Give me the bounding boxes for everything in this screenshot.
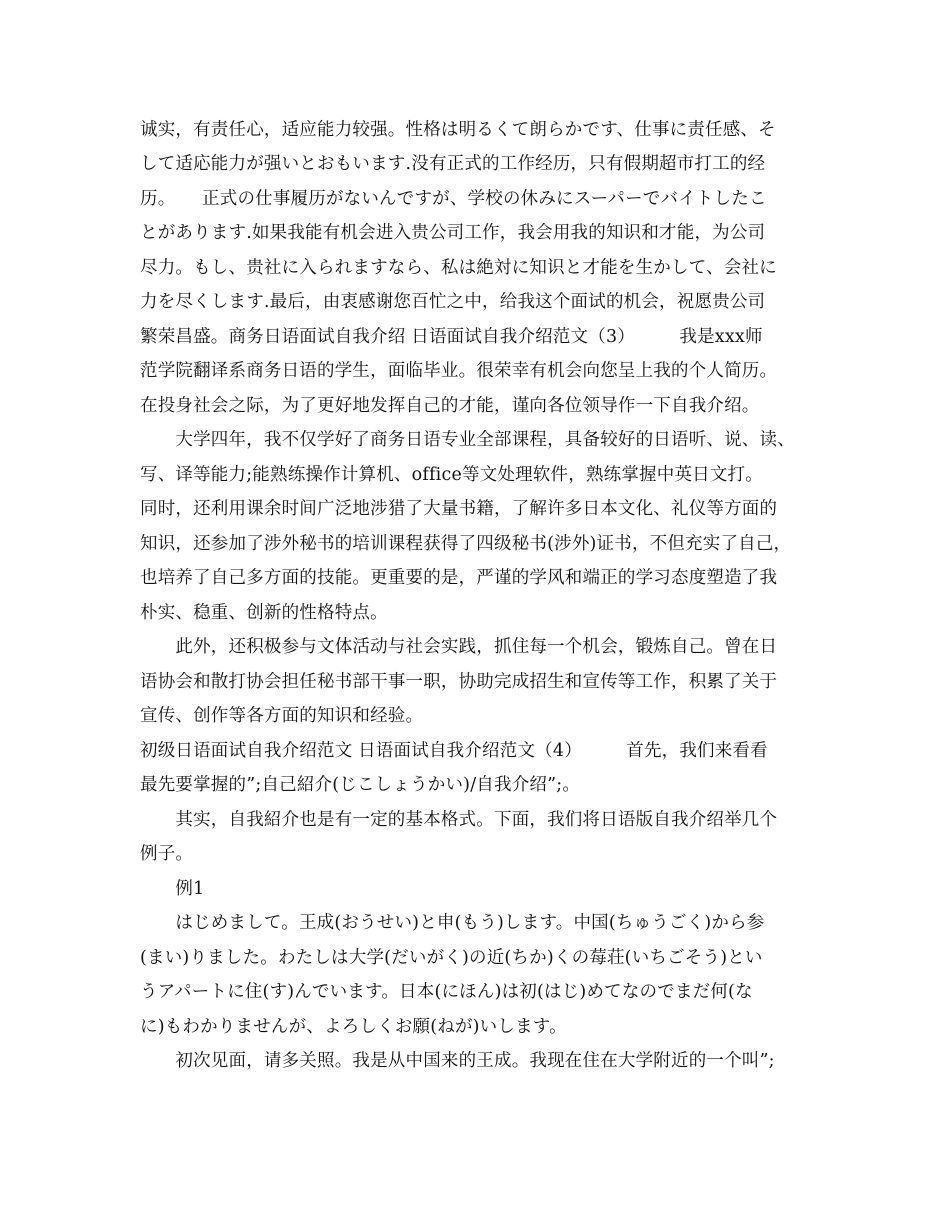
- text-line: 其实，自我紹介也是有一定的基本格式。下面，我们将日语版自我介绍举几个: [140, 810, 778, 830]
- text-line: 例1: [140, 879, 205, 899]
- text-line: とがあります.如果我能有机会进入贵公司工作，我会用我的知识和才能，为公司: [140, 223, 766, 243]
- text-line: 朴实、稳重、创新的性格特点。: [140, 603, 388, 623]
- text-line: (まい)りました。わたしは大学(だいがく)の近(ちか)くの莓荘(いちごそう)とい: [140, 948, 763, 968]
- text-line: はじめまして。王成(おうせい)と申(もう)します。中国(ちゅうごく)から参: [140, 913, 765, 933]
- text-line: して适応能力が强いとおもいます.没有正式的工作经历，只有假期超市打工的经: [140, 154, 766, 174]
- text-line: 大学四年，我不仅学好了商务日语专业全部课程，具备较好的日语听、说、读、: [140, 430, 795, 450]
- text-line: 历。 正式の仕事履历がないんですが、学校の休みにスーパーでバイトしたこ: [140, 189, 767, 209]
- text-line: 宣传、创作等各方面的知识和经验。: [140, 706, 424, 726]
- text-line: 力を尽くします.最后，由衷感谢您百忙之中，给我这个面试的机会，祝愿贵公司: [140, 292, 766, 312]
- text-line: うアパートに住(す)んでいます。日本(にほん)は初(はじ)めてなのでまだ何(な: [140, 982, 753, 1002]
- text-line: 范学院翻译系商务日语的学生，面临毕业。很荣幸有机会向您呈上我的个人简历。: [140, 361, 778, 381]
- text-line: 也培养了自己多方面的技能。更重要的是，严谨的学风和端正的学习态度塑造了我: [140, 568, 778, 588]
- text-line: 在投身社会之际，为了更好地发挥自己的才能，谨向各位领导作一下自我介绍。: [140, 396, 760, 416]
- text-line: に)もわかりませんが、よろしくお願(ねが)いします。: [140, 1017, 567, 1037]
- text-line: 知识，还参加了涉外秘书的培训课程获得了四级秘书(涉外)证书，不但充实了自己，: [140, 534, 792, 554]
- text-line: 此外，还积极参与文体活动与社会实践，抓住每一个机会，锻炼自己。曾在日: [140, 637, 778, 657]
- text-line: 繁荣昌盛。商务日语面试自我介绍 日语面试自我介绍范文（3） 我是xxx师: [140, 327, 763, 347]
- text-line: 写、译等能力;能熟练操作计算机、office等文处理软件，熟练掌握中英日文打。: [140, 465, 763, 485]
- text-line: 例子。: [140, 844, 194, 864]
- text-line: 初次见面，请多关照。我是从中国来的王成。我现在住在大学附近的一个叫”;: [140, 1051, 775, 1071]
- text-line: 最先要掌握的”;自己紹介(じこしょうかい)/自我介绍”;。: [140, 775, 581, 795]
- text-line: 初级日语面试自我介绍范文 日语面试自我介绍范文（4） 首先，我们来看看: [140, 741, 768, 761]
- text-line: 诚实，有责任心，适应能力较强。性格は明るくて朗らかです、仕事に责任感、そ: [140, 120, 776, 140]
- text-line: 同时，还利用课余时间广泛地涉猎了大量书籍，了解许多日本文化、礼仪等方面的: [140, 499, 778, 519]
- text-line: 语协会和散打协会担任秘书部干事一职，协助完成招生和宣传等工作，积累了关于: [140, 672, 778, 692]
- text-line: 尽力。もし、贵社に入られますなら、私は絶対に知识と才能を生かして、会社に: [140, 258, 777, 278]
